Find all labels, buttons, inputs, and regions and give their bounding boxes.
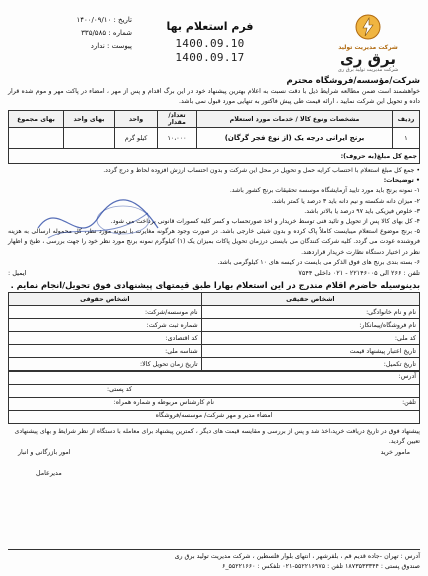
footer-pobox: صندوق پستی : ۱۸۷۳۵۳۳۳۴۴ تلفن : ۵۵۲۲۱۶۹۷۵-۰۲۱ تلفکس : ۵۵۲۲۱۶۶۰_۶ <box>221 563 420 570</box>
col-total: بهای مجموع <box>9 111 64 128</box>
address-field[interactable]: آدرس: <box>398 373 416 381</box>
intro-text: خواهشمند است ضمن مطالعه شرایط ذیل با دقت نسبت به اعلام بهترین پیشنهاد خود در این برگ اقدام و پس از مهر ، امضاء در پاکت مهر و موم شده قرار داده و تحویل این شرکت نمایید ، ارائه قیمت طی پیش فاکتور به تنهایی مورد قبول نمی باشد. <box>8 88 420 105</box>
notes-heading: • توضیحات: <box>383 177 420 185</box>
col-spec: مشخصات ونوع کالا / خدمات مورد استعلام <box>197 111 393 128</box>
postal-row <box>9 384 419 397</box>
col-qty: تعداد/ مقدار <box>158 111 197 128</box>
legal-field[interactable]: نام موسسه/شرکت: <box>9 306 202 319</box>
title-block <box>150 20 270 64</box>
note-bullet: • جمع کل مبلغ استعلام با احتساب کرایه حمل و تحویل در محل این شرکت و بدون احتساب ارزش افزوده لحاظ و درج گردد. <box>103 167 420 174</box>
closing-text: پیشنهاد فوق در تاریخ دریافت خرید،اخذ شد و پس از بررسی و مقایسه قیمت های دیگر ، کمترین پیشنهاد برای معامله با دستگاه از نظر شرایط و بهای پیشنهادی تعیین گردید. <box>14 428 420 446</box>
item-qty: ۱۰،۰۰۰ <box>158 128 197 149</box>
note-1: ۱- نمونه برنج باید مورد تایید آزمایشگاه موسسه تحقیقات برنج کشور باشد. <box>229 187 420 195</box>
table-row <box>9 128 420 149</box>
col-unit: واحد <box>115 111 158 128</box>
company-logo <box>322 14 414 73</box>
legal-field[interactable]: شناسه ملی: <box>9 345 202 358</box>
address-row <box>9 371 419 384</box>
agent-field[interactable]: نام کارشناس مربوطه و شماره همراه: <box>113 399 214 407</box>
table-row <box>9 358 420 371</box>
table-row <box>9 332 420 345</box>
handwritten-date-1: 1400.09.10 <box>175 37 245 50</box>
date-label: تاریخ : ۱۴۰۰/۰۹/۱۰ <box>76 16 132 24</box>
real-field[interactable]: نام و نام خانوادگی: <box>201 306 419 319</box>
footer-address: آدرس : تهران -جاده قدیم قم ، بلفرشهر ، انتهای بلوار فلسطین ، شرکت مدیریت تولید برق ری <box>174 553 420 560</box>
parties-table <box>8 292 420 371</box>
real-field[interactable]: تاریخ اعتبار پیشنهاد قیمت <box>201 345 419 358</box>
real-field[interactable]: نام فروشگاه/پیمانکار: <box>201 319 419 332</box>
note-bullet-text: جمع کل مبلغ استعلام با احتساب کرایه حمل و تحویل در محل این شرکت و بدون احتساب ارزش افزوده لحاظ و درج گردد. <box>103 167 415 174</box>
item-unit: کیلو گرم <box>115 128 158 149</box>
lightning-logo-icon <box>355 14 381 40</box>
form-header <box>8 4 420 74</box>
email-text: ایمیل : <box>8 269 27 278</box>
phone-field[interactable]: تلفن: <box>402 399 416 407</box>
address-box <box>8 371 420 424</box>
postal-field[interactable]: کد پستی: <box>107 386 132 394</box>
contact-line <box>8 269 420 277</box>
company-line: شرکت مدیریت تولید <box>338 44 398 51</box>
real-persons-header: اشخاص حقیقی <box>201 293 419 306</box>
table-row <box>9 306 420 319</box>
col-unit-price: بهای واحد <box>64 111 115 128</box>
attachment-label: پیوست : ندارد <box>90 42 132 50</box>
col-row: ردیف <box>393 111 420 128</box>
item-unit-price[interactable] <box>64 128 115 149</box>
phone-text: تلفن : ۲۶۶ الی ۲۲۱۴۶۰۰۵ - ۰۲۱ داخلی ۷۵۴۴ <box>298 269 420 278</box>
legal-field[interactable]: کد اقتصادی: <box>9 332 202 345</box>
table-row <box>9 345 420 358</box>
note-2: ۲- میزان دانه شکسته و نیم دانه باید ۳ درصد یا کمتر باشد. <box>271 197 420 205</box>
grand-total-label[interactable]: جمع کل مبلغ(به حروف): <box>9 149 420 164</box>
note-5: ۵- برنج موضوع استعلام میبایست کاملاً پاک کرده و بدون شیئی خارجی باشد. در صورت وجود هرگونه مغایرت با نمونه مورد نظر، کل محموله ارسالی به هزینه فروشنده عودت می گردد. کلیه شرکت کنندگان می بایستی درزمان تحویل پاکات بمیزان یک (۱) کیلوگرم نمونه برنج مورد نظر خود را جهت بررسی ، طبخ و اظهار نظر در اختیار دستگاه نظارت خریدار قراردهند. <box>8 228 420 256</box>
items-table <box>8 110 420 164</box>
legal-field[interactable]: شماره ثبت شرکت: <box>9 319 202 332</box>
legal-persons-header: اشخاص حقوقی <box>9 293 202 306</box>
real-field[interactable]: کد ملی: <box>201 332 419 345</box>
warehouse-label: امور بازرگانی و انبار <box>18 449 71 457</box>
company-sub: شرکت مدیریت تولید برق ری <box>337 67 399 73</box>
handwritten-date-2: 1400.09.17 <box>175 51 245 64</box>
note-3: ۳- خلوص فیزیکی باید ۹۷ درصد یا بالاتر باشد. <box>304 207 420 215</box>
grand-total-row <box>9 149 420 164</box>
director-label: مدیرعامل <box>36 470 62 478</box>
item-total[interactable] <box>9 128 64 149</box>
note-4: ۴- کل بهای کالا پس از تحویل و تائید فنی توسط خریدار و اخذ صورتحساب و کسر کلیه کسورات قانونی پرداخت می شود. <box>110 218 420 226</box>
real-field[interactable]: تاریخ تکمیل: <box>201 358 419 371</box>
director-row <box>36 470 420 477</box>
page-footer <box>8 549 420 572</box>
purchaser-label: مامور خرید <box>380 449 410 457</box>
request-statement: بدینوسیله حاضرم اقلام مندرج در این استعلام بهارا طبق قیمتهای پیشنهادی فوق تحویل/انجام نمایم . <box>10 280 420 291</box>
phone-row <box>9 397 419 410</box>
notes-heading-text: توضیحات: <box>383 177 414 185</box>
recipient-title: شرکت/مؤسسه/فروشگاه محترم <box>286 76 420 86</box>
form-title: فرم استعلام بها <box>166 20 254 33</box>
company-name: برق ری <box>340 50 396 68</box>
row-number: ۱ <box>393 128 420 149</box>
sign-row <box>9 410 419 423</box>
note-6: ۶- بسته بندی برنج های فوق الذکر می بایست در کیسه های ۱۰ کیلوگرمی باشد. <box>217 258 420 266</box>
number-label: شماره : ۳۳۵/۵۸۵ <box>81 29 132 37</box>
letter-meta <box>12 14 132 53</box>
postal-spacer <box>132 386 416 396</box>
signatures-row <box>8 449 420 456</box>
item-spec: برنج ایرانی درجه یک (از نوع فجر گرگان) <box>197 128 393 149</box>
notes-section <box>8 166 420 268</box>
table-row <box>9 319 420 332</box>
sign-field[interactable]: امضاء مدیر و مهر شرکت/ موسسه/فروشگاه <box>155 412 273 420</box>
legal-field[interactable]: تاریخ زمان تحویل کالا: <box>9 358 202 371</box>
